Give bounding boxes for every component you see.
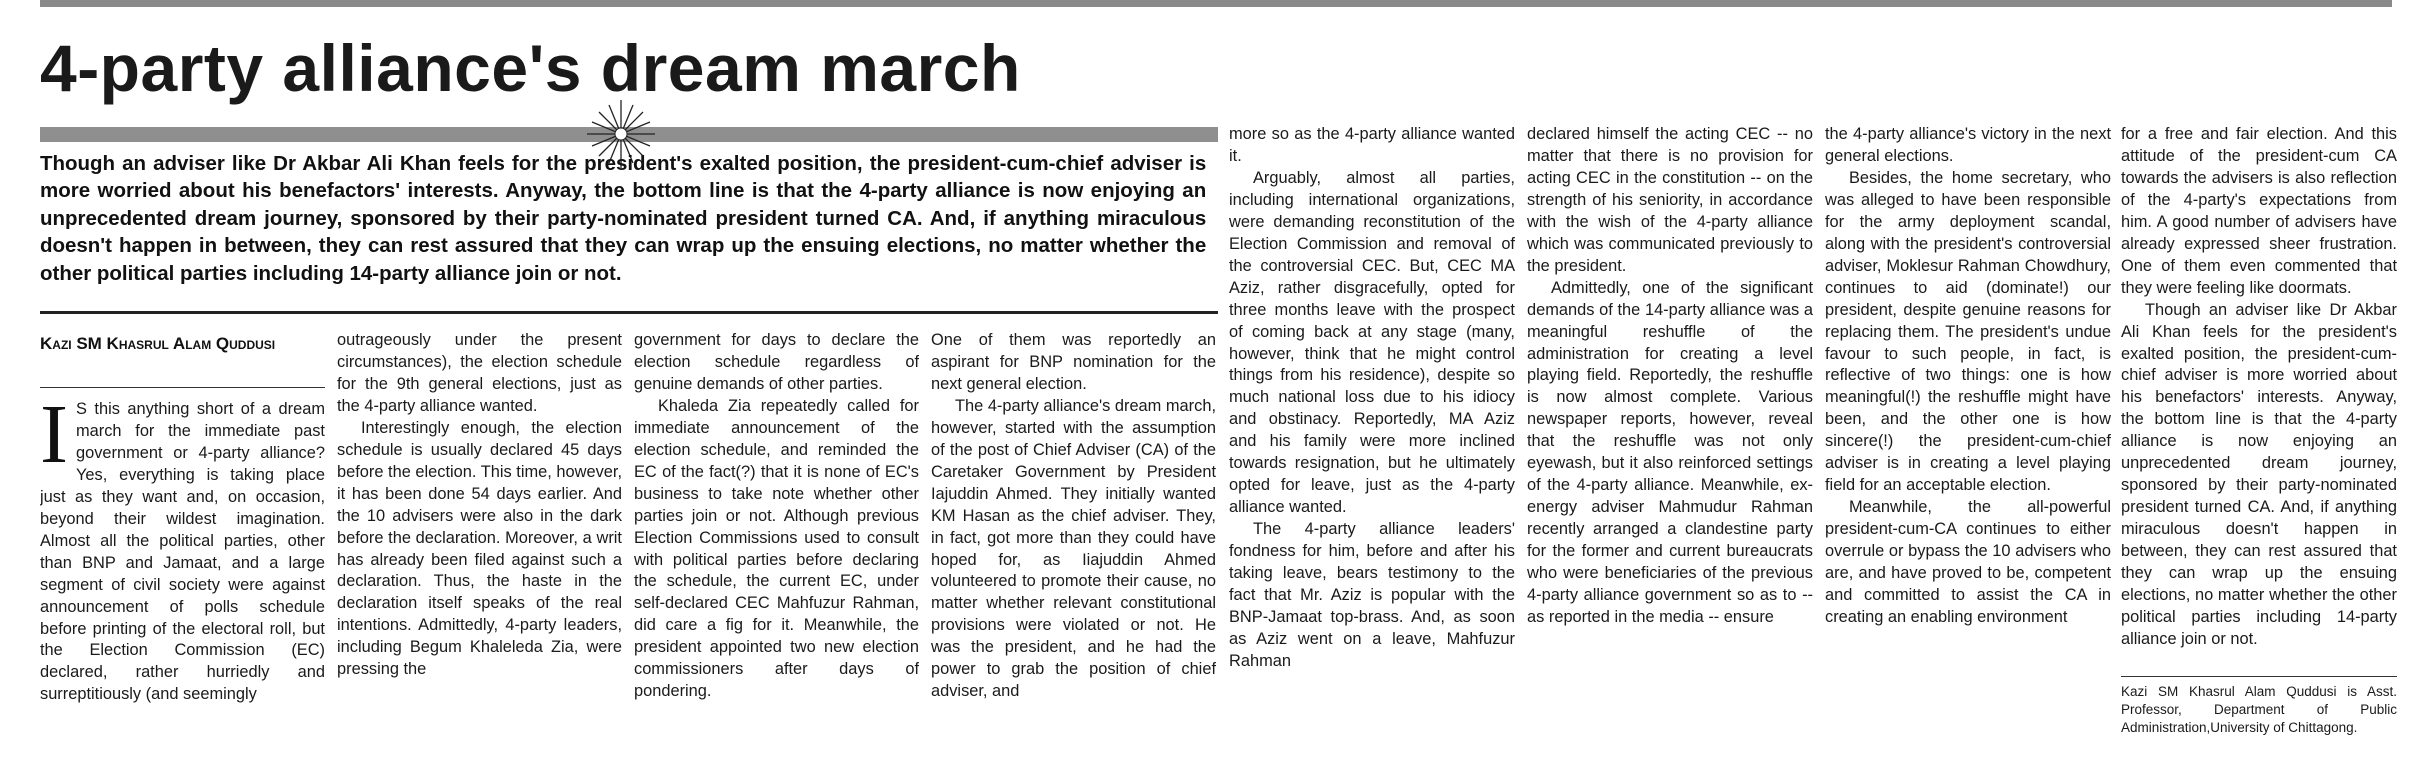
byline-rule [40, 387, 325, 388]
column-paragraph: outrageously under the present circumstances), the election schedule for the 9th general elections, just as the 4-party alliance wanted. [337, 331, 622, 415]
column-paragraph: The 4-party alliance's dream march, however, started with the assumption of the post of Chief Adviser (CA) of the Caretaker Government by President Iajuddin Ahmed. They initially wanted KM Hasan as the chief adviser. They, in fact, got more than they could have hoped for, as Iiajuddin Ahmed volunteered to promote their cause, no matter whether relevant constitutional provisions were violated or not. He was the president, and he had the power to grab the position of chief adviser, and [931, 396, 1216, 701]
column-paragraph: government for days to declare the election schedule regardless of genuine demands of other parties. [634, 331, 919, 393]
intro-rule [40, 311, 1218, 314]
column-paragraph: Meanwhile, the all-powerful president-cum-CA continues to either overrule or bypass the 10 advisers who are, and have proved to be, competent and committed to assist the CA in creating an enabling environment [1825, 498, 2111, 626]
article-column-7 [1825, 124, 2111, 760]
article-column-5 [1229, 124, 1515, 760]
article-column-1 [40, 399, 325, 759]
article-column-4 [931, 330, 1216, 760]
author-bio: Kazi SM Khasrul Alam Quddusi is Asst. Professor, Department of Public Administration,University of Chittagong. [2121, 684, 2397, 735]
author-byline: Kazi SM Khasrul Alam Quddusi [40, 334, 276, 353]
headline: 4-party alliance's dream march [40, 31, 1021, 105]
bio-rule [2121, 676, 2397, 677]
column-paragraph: Though an adviser like Dr Akbar Ali Khan feels for the president's exalted position, the president-cum-chief adviser is more worried about his benefactors' interests. Anyway, the bottom line is that the 4-party alliance is now enjoying an unprecedented dream journey, sponsored by their party-nominated president turned CA. And, if anything miraculous doesn't happen in between, they can rest assured that they can wrap up the ensuing elections, no matter whether the other political parties including 14-party alliance join or not. [2121, 300, 2397, 648]
column-paragraph: the 4-party alliance's victory in the next general elections. [1825, 125, 2111, 165]
column-paragraph: Arguably, almost all parties, including international organizations, were demanding reconstitution of the Election Commission and removal of the controversial CEC. But, CEC MA Aziz, rather disgracefully, opted for three months leave with the prospect of coming back at any stage (many, however, think that he might control things from his residence), despite so much national loss due to his idiocy and obstinacy. Reportedly, MA Aziz and his family were more inclined towards resignation, but he ultimately opted for leave, just as the 4-party alliance wanted. [1229, 168, 1515, 517]
column-paragraph: Admittedly, one of the significant demands of the 14-party alliance was a meaningful reshuffle of the administration for creating a level playing field. Reportedly, the reshuffle is now almost complete. Various newspaper reports, however, reveal that the reshuffle was not only eyewash, but it also reinforced settings of the 4-party alliance. Meanwhile, ex-energy adviser Mahmudur Rahman recently arranged a clandestine party for the former and current bureaucrats who were beneficiaries of the previous 4-party alliance government so as to -- as reported in the media -- ensure [1527, 278, 1813, 626]
column-paragraph: Besides, the home secretary, who was alleged to have been responsible for the army deployment scandal, along with the president's controversial adviser, Moklesur Rahman Chowdhury, continues to aid (dominate!) our president, despite genuine reasons for replacing them. The president's undue favour to such people, in fact, is reflective of two things: one is how meaningful(!) the reshuffle might have been, and the other one is how sincere(!) the president-cum-chief adviser is in creating a level playing field for an acceptable election. [1825, 168, 2111, 495]
article-column-3 [634, 330, 919, 760]
dropcap: I [40, 399, 68, 481]
article-column-8 [2121, 124, 2397, 672]
column-paragraph: S this anything short of a dream march for the immediate past government or 4-party alliance? Yes, everything is taking place just as they want and, on occasion, beyond their wildest imagination. Almost all the political parties, other than BNP and Jamaat, and a large segment of civil society were against announcement of polls schedule before printing of the electoral roll, but the Election Commission (EC) declared, rather hurriedly and surreptitiously (and seemingly [40, 400, 325, 704]
column-paragraph: for a free and fair election. And this attitude of the president-cum CA towards the advisers is also reflection of the 4-party's expectations from him. A good number of advisers have already expressed sheer frustration. One of them even commented that they were feeling like doormats. [2121, 125, 2397, 297]
top-rule [40, 0, 2392, 7]
column-paragraph: declared himself the acting CEC -- no matter that there is no provision for acting CEC in the constitution -- on the strength of his seniority, in accordance with the wish of the 4-party alliance which was communicated previously to the president. [1527, 125, 1813, 275]
column-paragraph: The 4-party alliance leaders' fondness for him, before and after his taking leave, bears testimony to the fact that Mr. Aziz is popular with the BNP-Jamaat top-brass. And, as soon as Aziz went on a leave, Mahfuzur Rahman [1229, 520, 1515, 670]
article-column-2 [337, 330, 622, 760]
column-paragraph: Interestingly enough, the election schedule is usually declared 45 days before the election. This time, however, it has been done 54 days earlier. And the 10 advisers were also in the dark before the declaration. Moreover, a writ has already been filed against such a declaration. Thus, the haste in the declaration itself speaks of the real intentions. Admittedly, 4-party leaders, including Begum Khaleleda Zia, were pressing the [337, 418, 622, 679]
intro-paragraph: Though an adviser like Dr Akbar Ali Khan feels for the president's exalted position, the president-cum-chief adviser is more worried about his benefactors' interests. Anyway, the bottom line is that the 4-party alliance is now enjoying an unprecedented dream journey, sponsored by their party-nominated president turned CA. And, if anything miraculous doesn't happen in between, they can rest assured that they can wrap up the ensuing elections, no matter whether the other political parties including 14-party alliance join or not. [40, 152, 1207, 285]
article-column-6 [1527, 124, 1813, 760]
column-paragraph: more so as the 4-party alliance wanted it. [1229, 125, 1515, 165]
column-paragraph: Khaleda Zia repeatedly called for immediate announcement of the election schedule, and reminded the EC of the fact(?) that it is none of EC's business to take note whether other parties join or not. Although previous Election Commissions used to consult with political parties before declaring the schedule, the current EC, under self-declared CEC Mahfuzur Rahman, did care a fig for it. Meanwhile, the president appointed two new election commissioners after days of pondering. [634, 396, 919, 701]
column-paragraph: One of them was reportedly an aspirant for BNP nomination for the next general election. [931, 331, 1216, 393]
